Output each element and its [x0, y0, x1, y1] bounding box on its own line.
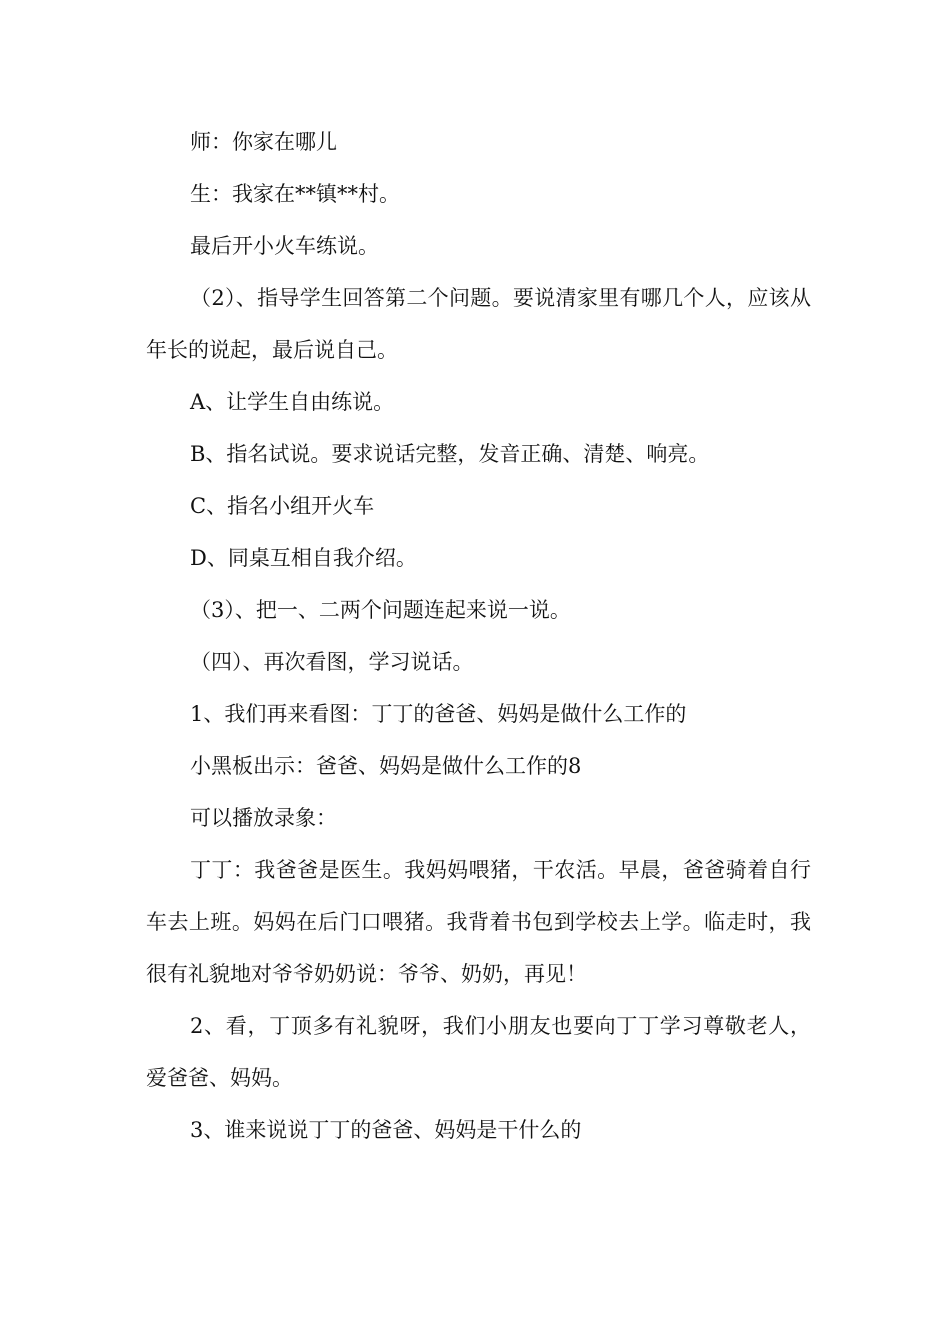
paragraph-train-practice: 最后开小火车练说。 [190, 234, 379, 258]
document-body [146, 116, 811, 1156]
paragraph-point-3: 3、谁来说说丁丁的爸爸、妈妈是干什么的 [190, 1118, 582, 1142]
paragraph-point-1: 1、我们再来看图：丁丁的爸爸、妈妈是做什么工作的 [190, 702, 687, 726]
paragraph-blackboard: 小黑板出示：爸爸、妈妈是做什么工作的8 [190, 754, 582, 778]
paragraph-dingding-story: 丁丁：我爸爸是医生。我妈妈喂猪，干农活。早晨，爸爸骑着自行车去上班。妈妈在后门口喂猪。我背着书包到学校去上学。临走时，我很有礼貌地对爷爷奶奶说：爷爷、奶奶，再见！ [146, 858, 811, 986]
paragraph-item-a: A、让学生自由练说。 [190, 390, 395, 414]
paragraph-step-2: （2）、指导学生回答第二个问题。要说清家里有哪几个人，应该从年长的说起，最后说自己。 [146, 286, 811, 362]
paragraph-student-answer: 生：我家在**镇**村。 [190, 182, 400, 206]
paragraph-video: 可以播放录象： [190, 806, 337, 830]
paragraph-item-b: B、指名试说。要求说话完整，发音正确、清楚、响亮。 [190, 442, 710, 466]
paragraph-teacher-question: 师：你家在哪儿 [190, 130, 337, 154]
paragraph-item-c: C、指名小组开火车 [190, 494, 375, 518]
paragraph-point-2: 2、看，丁顶多有礼貌呀，我们小朋友也要向丁丁学习尊敬老人，爱爸爸、妈妈。 [146, 1014, 811, 1090]
paragraph-step-3: （3）、把一、二两个问题连起来说一说。 [190, 598, 571, 622]
paragraph-section-4: （四）、再次看图，学习说话。 [190, 650, 474, 674]
paragraph-item-d: D、同桌互相自我介绍。 [190, 546, 417, 570]
